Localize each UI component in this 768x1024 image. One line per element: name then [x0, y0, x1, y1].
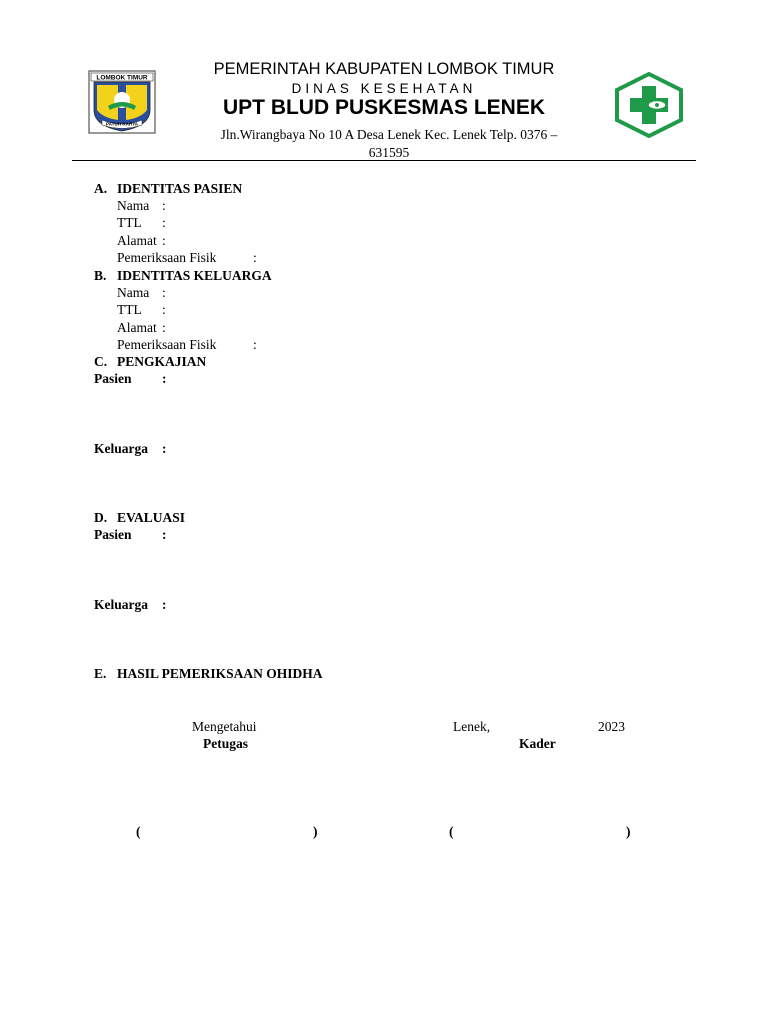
evaluation-family-colon: :	[162, 597, 167, 612]
section-c-letter: C.	[94, 354, 108, 369]
family-physical-exam-label: Pemeriksaan Fisik	[117, 337, 217, 352]
section-a-letter: A.	[94, 181, 108, 196]
patient-physical-exam-label: Pemeriksaan Fisik	[117, 250, 217, 265]
section-a-title: IDENTITAS PASIEN	[117, 181, 243, 196]
officer-signature-open-paren: (	[136, 824, 141, 839]
letterhead-department: DINAS KESEHATAN	[291, 81, 477, 96]
patient-address-colon: :	[162, 233, 166, 248]
patient-ttl-label: TTL	[117, 215, 142, 230]
family-address-label: Alamat	[117, 320, 157, 335]
cadre-signature-close-paren: )	[626, 824, 631, 839]
patient-name-colon: :	[162, 198, 166, 213]
left-logo-top-text: LOMBOK TIMUR	[96, 74, 148, 82]
family-ttl-colon: :	[162, 302, 166, 317]
officer-role-label: Petugas	[203, 736, 248, 751]
address-line-1: Jln.Wirangbaya No 10 A Desa Lenek Kec. Lenek Telp. 0376 –	[220, 127, 558, 142]
section-e-letter: E.	[94, 666, 107, 681]
place-label: Lenek,	[453, 719, 491, 734]
section-d-letter: D.	[94, 510, 108, 525]
patient-name-label: Nama	[117, 198, 150, 213]
year-label: 2023	[598, 719, 625, 734]
section-c-title: PENGKAJIAN	[117, 354, 207, 369]
puskesmas-logo	[613, 72, 685, 138]
family-physical-exam-colon: :	[253, 337, 257, 352]
assessment-patient-colon: :	[162, 371, 167, 386]
family-name-colon: :	[162, 285, 166, 300]
letterhead-institution: UPT BLUD PUSKESMAS LENEK	[222, 96, 546, 119]
cadre-signature-open-paren: (	[449, 824, 454, 839]
section-e-title: HASIL PEMERIKSAAN OHIDHA	[117, 666, 323, 681]
patient-ttl-colon: :	[162, 215, 166, 230]
family-name-label: Nama	[117, 285, 150, 300]
section-d-title: EVALUASI	[117, 510, 186, 525]
letterhead-divider	[72, 160, 696, 161]
family-address-colon: :	[162, 320, 166, 335]
assessment-family-label: Keluarga	[94, 441, 148, 456]
family-ttl-label: TTL	[117, 302, 142, 317]
assessment-family-colon: :	[162, 441, 167, 456]
acknowledged-label: Mengetahui	[192, 719, 257, 734]
cadre-role-label: Kader	[519, 736, 556, 751]
evaluation-patient-label: Pasien	[94, 527, 132, 542]
officer-signature-close-paren: )	[313, 824, 318, 839]
assessment-patient-label: Pasien	[94, 371, 132, 386]
patient-physical-exam-colon: :	[253, 250, 257, 265]
letterhead-address	[190, 126, 588, 162]
address-line-2: 631595	[368, 145, 410, 160]
left-logo-motto: PATUH KARYA	[105, 121, 139, 127]
section-b-title: IDENTITAS KELUARGA	[117, 268, 272, 283]
patient-address-label: Alamat	[117, 233, 157, 248]
letterhead-government: PEMERINTAH KABUPATEN LOMBOK TIMUR	[213, 60, 555, 78]
evaluation-patient-colon: :	[162, 527, 167, 542]
evaluation-family-label: Keluarga	[94, 597, 148, 612]
section-b-letter: B.	[94, 268, 107, 283]
